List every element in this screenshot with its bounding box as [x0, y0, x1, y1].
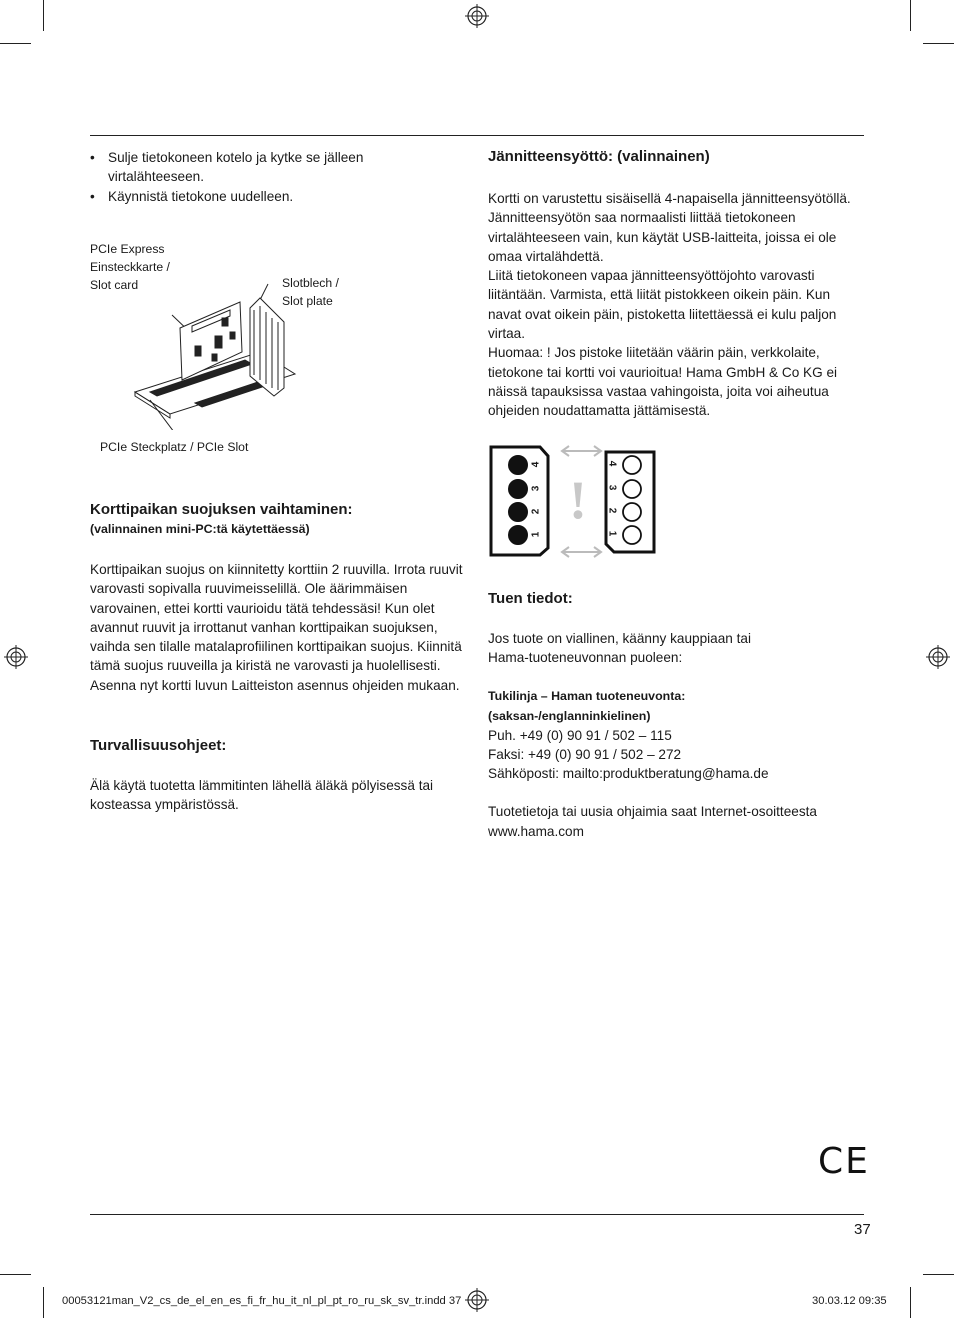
- list-item: • Sulje tietokoneen kotelo ja kytke se jälleen virtalähteeseen.: [90, 148, 390, 187]
- phone: Puh. +49 (0) 90 91 / 502 – 115: [488, 727, 672, 743]
- pin-number: 1: [606, 530, 618, 537]
- pin-number: 4: [606, 460, 618, 467]
- pin-number: 2: [530, 508, 542, 515]
- crop-mark: [0, 1274, 31, 1275]
- crop-mark: [0, 43, 31, 44]
- pin-number: 4: [530, 461, 542, 468]
- warning-exclamation-icon: !: [569, 470, 587, 530]
- pin-number: 1: [530, 531, 542, 538]
- top-rule: [90, 135, 864, 136]
- pcie-card-diagram: [120, 280, 320, 430]
- pin-number: 2: [606, 507, 618, 514]
- bottom-rule: [90, 1214, 864, 1215]
- section-subheading: (valinnainen mini-PC:tä käytettäessä): [90, 522, 310, 536]
- section-body: Kortti on varustettu sisäisellä 4-napaisella jännitteensyötöllä. Jännitteensyötön saa normaalisti liittää tietokoneen virtalähteeseen vain, kun käytät USB-laitteita, joissa ei ole omaa virtalähdettä. Liitä tietokoneen vapaa jännitteensyöttöjohto varovasti liitäntään. Varmista, että liität pistokkeen oikein päin. Kun navat ovat oikein päin, pistoketta liitettäessä ei kulu paljon virtaa. Huomaa: ! Jos pistoke liitetään väärin päin, verkkolaite, tietokone tai kortti voi vaurioitua! Hama GmbH & Co KG ei näissä tapauksissa vastaa vahingoista, joita voi aiheutua ohjeiden noudattamatta jättämisestä.: [488, 191, 851, 419]
- crop-mark: [910, 1287, 911, 1318]
- left-bullets: [90, 148, 390, 206]
- registration-mark-icon: [465, 1288, 489, 1312]
- footer-filename: 00053121man_V2_cs_de_el_en_es_fi_fr_hu_it_nl_pl_pt_ro_ru_sk_sv_tr.indd 37: [62, 1295, 462, 1307]
- list-item: • Käynnistä tietokone uudelleen.: [90, 187, 390, 206]
- pin-number: 3: [606, 484, 618, 491]
- plate-label: Slotblech / Slot plate: [282, 276, 339, 308]
- connector-diagram: [488, 444, 658, 558]
- hotline-subtitle: (saksan-/englanninkielinen): [488, 708, 651, 723]
- ce-mark-icon: CE: [818, 1141, 870, 1182]
- registration-mark-icon: [926, 645, 950, 669]
- registration-mark-icon: [465, 4, 489, 28]
- right-section-support: [488, 589, 866, 841]
- support-intro: Jos tuote on viallinen, käänny kauppiaan tai Hama-tuoteneuvonnan puoleen:: [488, 631, 751, 666]
- crop-mark: [923, 1274, 954, 1275]
- email-link[interactable]: Sähköposti: mailto:produktberatung@hama.de: [488, 766, 769, 782]
- hotline-title: Tukilinja – Haman tuoteneuvonta:: [488, 688, 686, 703]
- web-intro: Tuotetietoja tai uusia ohjaimia saat Internet-osoitteesta: [488, 804, 817, 820]
- section-heading: Jännitteensyöttö: (valinnainen): [488, 148, 710, 165]
- section-heading: Tuen tiedot:: [488, 590, 573, 607]
- crop-mark: [923, 43, 954, 44]
- section-body: Älä käytä tuotetta lämmitinten lähellä äläkä pölyisessä tai kosteassa ympäristössä.: [90, 778, 434, 813]
- section-heading: Korttipaikan suojuksen vaihtaminen:: [90, 501, 353, 518]
- fax: Faksi: +49 (0) 90 91 / 502 – 272: [488, 746, 682, 762]
- card-label: PCIe Express Einsteckkarte / Slot card: [90, 242, 170, 292]
- web-link[interactable]: www.hama.com: [488, 823, 584, 839]
- slot-label: PCIe Steckplatz / PCIe Slot: [100, 440, 249, 454]
- footer-date: 30.03.12 09:35: [812, 1295, 887, 1307]
- page-number: 37: [854, 1221, 871, 1238]
- right-section-power: [488, 147, 866, 421]
- registration-mark-icon: [4, 645, 28, 669]
- left-section-card-plate: [90, 500, 465, 695]
- crop-mark: [43, 1287, 44, 1318]
- pin-number: 3: [530, 485, 542, 492]
- crop-mark: [43, 0, 44, 31]
- left-section-safety: [90, 736, 465, 815]
- crop-mark: [910, 0, 911, 31]
- section-heading: Turvallisuusohjeet:: [90, 737, 227, 754]
- section-body: Korttipaikan suojus on kiinnitetty korttiin 2 ruuvilla. Irrota ruuvit varovasti sopivalla ruuvimeisselillä. Ole äärimmäisen varovainen, ettei kortti vaurioidu tätä tehdessäsi! Kun olet avannut ruuvit ja irrottanut vanhan korttipaikan suojuksen, vaihda sen tilalle matalaprofiilinen korttipaikan suojus. Kiinnitä tämä suojus ruuveilla ja kiristä ne varovasti ja huolellisesti. Asenna nyt kortti luvun Laitteiston asennus ohjeiden mukaan.: [90, 562, 463, 693]
